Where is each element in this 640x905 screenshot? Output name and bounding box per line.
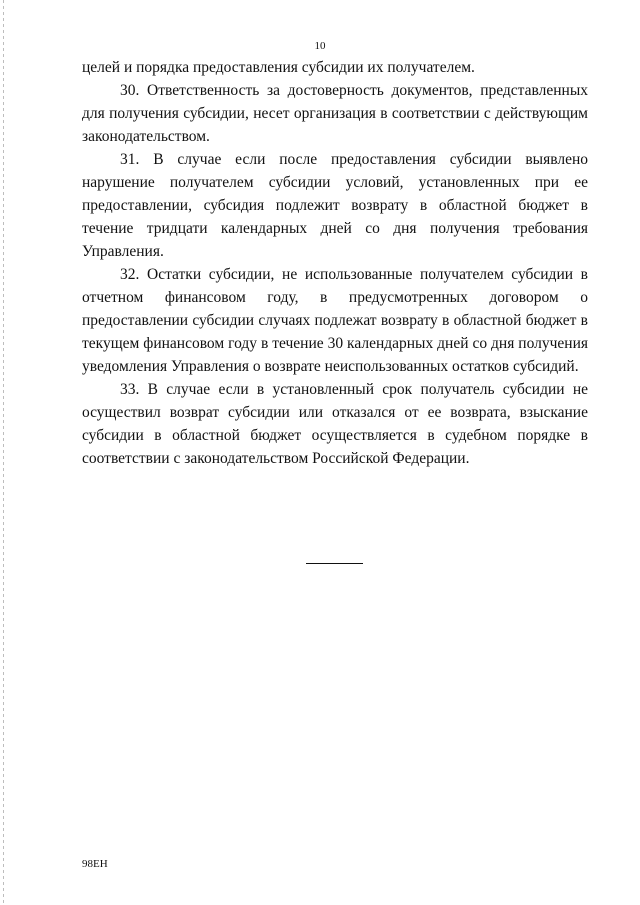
document-code: 98ЕН [82,858,108,870]
page-number: 10 [314,40,326,52]
paragraph-30: 30. Ответственность за достоверность документов, представленных для получения субсидии, несет организация в соответствии с действующим законодательством. [82,82,588,145]
paragraph-31: 31. В случае если после предоставления субсидии выявлено нарушение получателем субсидии условий, установленных при ее предоставлении, субсидия подлежит возврату в областной бюджет в течение тридцати календарных дней со дня получения требования Управления. [82,151,588,260]
end-separator-line [306,563,363,564]
paragraph-33: 33. В случае если в установленный срок получатель субсидии не осуществил возврат субсидии или отказался от ее возврата, взыскание субсидии в областной бюджет осуществляется в судебном порядке в соответствии с законодательством Российской Федерации. [82,381,588,467]
paragraph-continuation: целей и порядка предоставления субсидии их получателем. [82,59,475,76]
document-body [82,56,588,470]
paragraph-32: 32. Остатки субсидии, не использованные получателем субсидии в отчетном финансовом году, в предусмотренных договором о предоставлении субсидии случаях подлежат возврату в областной бюджет в текущем финансовом году в течение 30 календарных дней со дня получения уведомления Управления о возврате неиспользованных остатков субсидий. [82,266,588,375]
